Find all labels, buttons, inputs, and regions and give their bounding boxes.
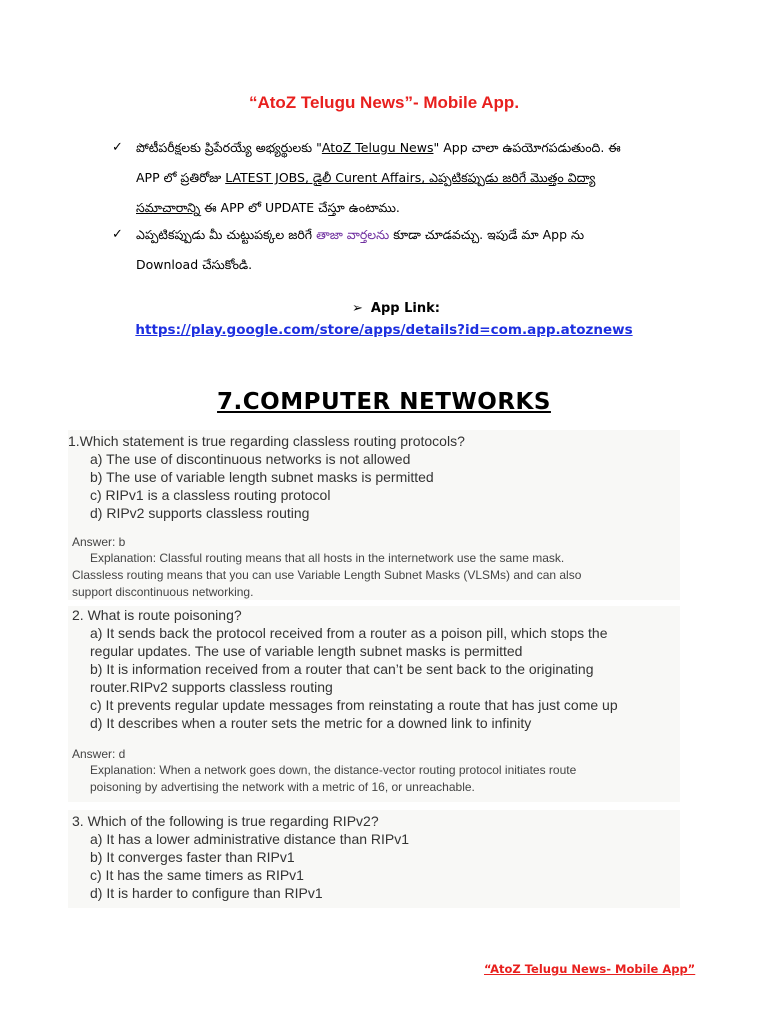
option-b: b) It is information received from a router that can’t be sent back to the originating: [90, 661, 594, 677]
latest-jobs-text: LATEST JOBS, డైలీ Curent Affairs, ఎప్పటికప్పుడు జరిగే మొత్తం విద్యా: [225, 170, 596, 185]
title-app-name: AtoZ Telugu News: [257, 93, 405, 112]
question-block-2: [68, 606, 680, 802]
question-text: 3. Which of the following is true regarding RIPv2?: [72, 813, 379, 829]
question-text: 1.Which statement is true regarding classless routing protocols?: [68, 433, 465, 449]
page-header-title: [0, 93, 768, 113]
question-block-3: [68, 810, 680, 908]
bullet-text-line: " App చాలా ఉపయోగపడుతుంది. ఈ: [433, 140, 621, 155]
checkmark-icon: ✓: [112, 140, 123, 155]
app-link-label-text: App Link:: [370, 301, 440, 316]
bullet-text-line: సమాచారాన్ని: [136, 200, 201, 215]
app-link-label: [352, 301, 440, 316]
question-text: 2. What is route poisoning?: [72, 607, 242, 623]
option-b-cont: router.RIPv2 supports classless routing: [90, 679, 333, 695]
explanation-text: Explanation: Classful routing means that all hosts in the internetwork use the same mask.: [90, 551, 565, 565]
bullet-text-line: కూడా చూడవచ్చు. ఇపుడే మా App ను: [389, 227, 585, 242]
section-title: 7.COMPUTER NETWORKS: [217, 389, 551, 415]
bullet-text: [136, 133, 676, 223]
explanation-text: poisoning by advertising the network with a metric of 16, or unreachable.: [90, 780, 475, 794]
app-link-url[interactable]: https://play.google.com/store/apps/details?id=com.app.atoznews: [135, 322, 633, 338]
option-a-cont: regular updates. The use of variable length subnet masks is permitted: [90, 643, 523, 659]
option-d: d) RIPv2 supports classless routing: [90, 505, 310, 521]
checkmark-icon: ✓: [112, 227, 123, 242]
page-footer: “AtoZ Telugu News- Mobile App”: [484, 962, 696, 976]
option-a: a) The use of discontinuous networks is not allowed: [90, 451, 411, 467]
explanation-text: support discontinuous networking.: [72, 585, 254, 599]
option-a: a) It has a lower administrative distance than RIPv1: [90, 831, 410, 847]
bullet-text-line: పోటీపరీక్షలకు ప్రిపేరయ్యే అభ్యర్థులకు ": [136, 140, 322, 155]
arrow-bullet-icon: ➢: [352, 301, 363, 316]
title-rest: ”- Mobile App.: [404, 93, 520, 112]
bullet-text-line: Download చేసుకోండి.: [136, 257, 253, 272]
option-a: a) It sends back the protocol received from a router as a poison pill, which stops the: [90, 625, 608, 641]
option-c: c) RIPv1 is a classless routing protocol: [90, 487, 331, 503]
question-block-1: [68, 430, 680, 600]
answer-text: Answer: d: [72, 747, 126, 761]
answer-text: Answer: b: [72, 535, 126, 549]
bullet-text-line: ఎప్పటికప్పుడు మీ చుట్టుపక్కల జరిగే: [136, 227, 317, 242]
bullet-text: [136, 220, 676, 280]
option-d: d) It is harder to configure than RIPv1: [90, 885, 323, 901]
bullet-text-line: APP లో ప్రతిరోజు: [136, 170, 226, 185]
option-c: c) It has the same timers as RIPv1: [90, 867, 304, 883]
news-highlight-text: తాజా వార్తలను: [316, 227, 390, 242]
explanation-text: Explanation: When a network goes down, the distance-vector routing protocol initiates route: [90, 763, 577, 777]
option-b: b) The use of variable length subnet masks is permitted: [90, 469, 434, 485]
option-d: d) It describes when a router sets the metric for a downed link to infinity: [90, 715, 532, 731]
option-b: b) It converges faster than RIPv1: [90, 849, 295, 865]
bullet-item-1: [112, 133, 672, 225]
explanation-text: Classless routing means that you can use Variable Length Subnet Masks (VLSMs) and can also: [72, 568, 582, 582]
app-name-link[interactable]: AtoZ Telugu News: [321, 140, 434, 155]
bullet-item-2: [112, 220, 672, 282]
title-open-quote: “: [248, 93, 258, 112]
bullet-text-line: ఈ APP లో UPDATE చేస్తూ ఉంటాము.: [200, 200, 400, 215]
option-c: c) It prevents regular update messages from reinstating a route that has just come up: [90, 697, 618, 713]
